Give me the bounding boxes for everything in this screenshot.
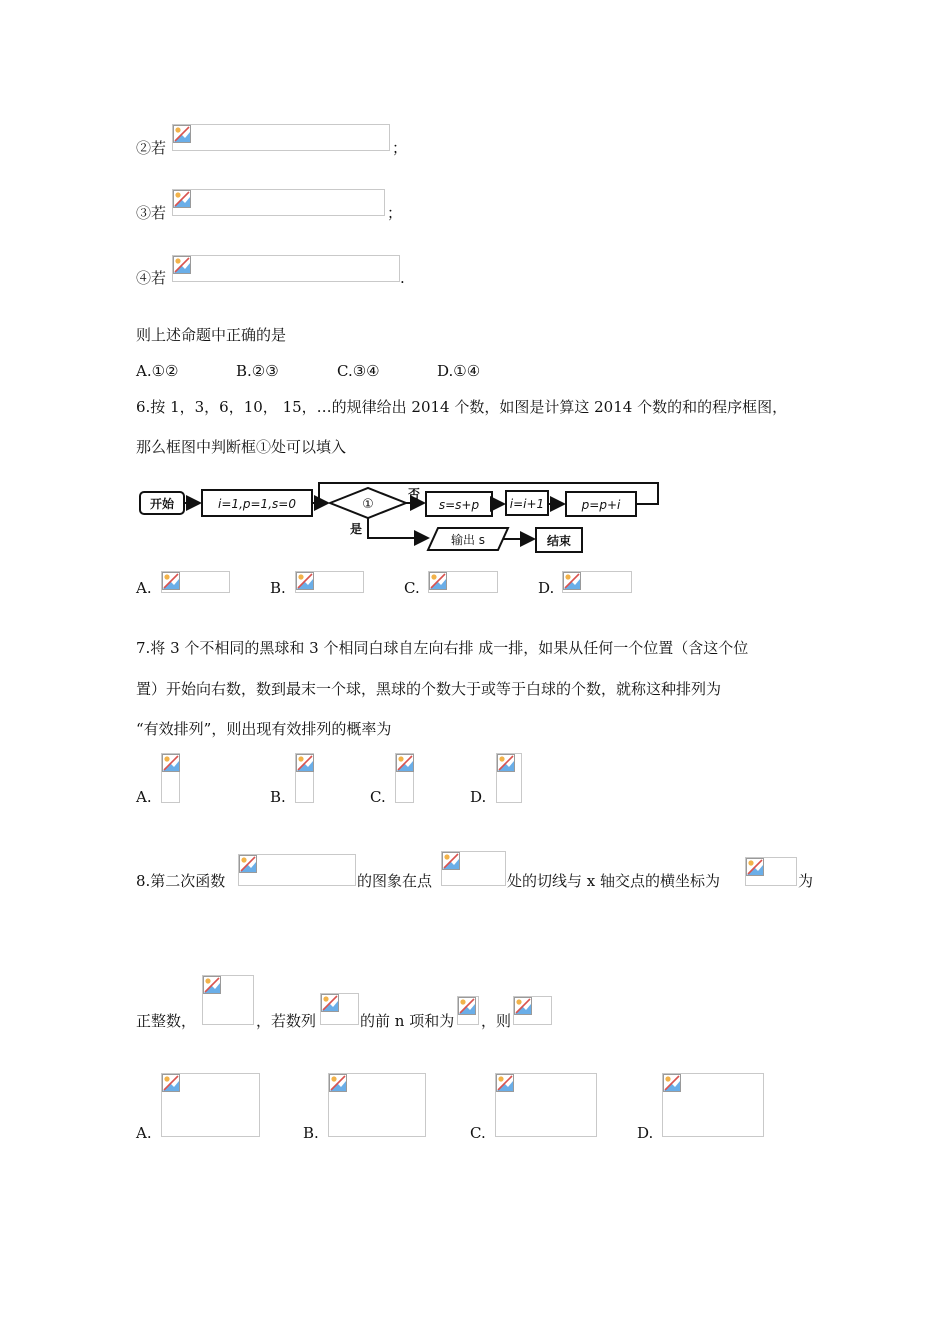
q6-option-d: D. [538, 579, 555, 597]
item-2 [136, 138, 166, 158]
q8-sequence-image [320, 993, 359, 1025]
q8-option-a: A. [136, 1124, 152, 1142]
flowchart [136, 480, 666, 558]
formula-image-item-2 [172, 124, 390, 151]
q8-option-c: C. [470, 1124, 486, 1142]
flow-step1-label: s=s+p [438, 498, 480, 512]
q8-point-image [441, 851, 506, 886]
q7-option-a: A. [136, 788, 152, 806]
item-2-number: ② [136, 139, 152, 157]
q8-text-1: 8.第二次函数 [136, 872, 226, 890]
q8-abscissa-image [745, 857, 797, 886]
q8-function-image [238, 854, 356, 886]
broken-image-icon [663, 1074, 681, 1092]
q6-option-c: C. [404, 579, 420, 597]
broken-image-icon [514, 997, 532, 1015]
broken-image-icon [329, 1074, 347, 1092]
broken-image-icon [173, 190, 191, 208]
flow-output-label: 输出 s [450, 533, 486, 547]
q8-option-d-image [662, 1073, 764, 1137]
q6-line-1: 6.按 1，3，6，10， 15，…的规律给出 2014 个数，如图是计算这 2014 个数的和的程序框图， [136, 398, 788, 416]
q6-line-2: 那么框图中判断框①处可以填入 [136, 438, 347, 456]
q8-sum-image [457, 996, 479, 1025]
q5-option-d: D.①④ [437, 362, 481, 380]
q7-option-c: C. [370, 788, 386, 806]
item-3 [136, 203, 166, 223]
q6-option-a: A. [136, 579, 152, 597]
q7-option-c-image [395, 753, 414, 803]
q8-text-8: ，则 [481, 1012, 512, 1030]
q5-option-b: B.②③ [236, 362, 279, 380]
broken-image-icon [239, 855, 257, 873]
item-2-text: 若 [151, 139, 167, 157]
q8-expression-image [513, 996, 552, 1025]
broken-image-icon [321, 994, 339, 1012]
broken-image-icon [496, 1074, 514, 1092]
q8-option-b-image [328, 1073, 426, 1137]
q7-option-d-image [496, 753, 522, 803]
broken-image-icon [442, 852, 460, 870]
q6-option-d-image [562, 571, 632, 593]
formula-image-item-4 [172, 255, 400, 282]
q8-text-2: 的图象在点 [357, 872, 433, 890]
q7-line-1: 7.将 3 个不相同的黑球和 3 个相同白球自左向右排 成一排，如果从任何一个位置（含这个位 [136, 639, 749, 657]
q8-text-5: 正整数， [136, 1012, 197, 1030]
broken-image-icon [173, 256, 191, 274]
formula-image-item-3 [172, 189, 385, 216]
broken-image-icon [458, 997, 476, 1015]
item-3-text: 若 [151, 204, 167, 222]
q7-option-d: D. [470, 788, 487, 806]
q8-option-d: D. [637, 1124, 654, 1142]
flow-init-label: i=1,p=1,s=0 [218, 497, 296, 511]
item-3-end: ； [387, 204, 403, 222]
q5-option-a: A.①② [136, 362, 179, 380]
q8-text-4: 为 [798, 872, 814, 890]
q5-option-c: C.③④ [337, 362, 380, 380]
q7-option-a-image [161, 753, 180, 803]
q5-prompt: 则上述命题中正确的是 [136, 326, 287, 344]
q8-text-3: 处的切线与 x 轴交点的横坐标为 [507, 872, 720, 890]
broken-image-icon [162, 1074, 180, 1092]
item-3-number: ③ [136, 204, 152, 222]
q7-line-2: 置）开始向右数，数到最末一个球，黑球的个数大于或等于白球的个数，就称这种排列为 [136, 680, 722, 698]
item-2-end: ； [392, 139, 408, 157]
q8-option-a-image [161, 1073, 260, 1137]
broken-image-icon [296, 572, 314, 590]
broken-image-icon [173, 125, 191, 143]
broken-image-icon [162, 572, 180, 590]
item-4-number: ④ [136, 269, 152, 287]
item-4 [136, 268, 166, 288]
broken-image-icon [429, 572, 447, 590]
item-4-text: 若 [151, 269, 167, 287]
q7-line-3: “有效排列”，则出现有效排列的概率为 [136, 720, 392, 738]
q6-option-b: B. [270, 579, 286, 597]
flow-yes-label: 是 [350, 522, 363, 536]
broken-image-icon [162, 754, 180, 772]
broken-image-icon [396, 754, 414, 772]
q7-option-b: B. [270, 788, 286, 806]
q6-option-c-image [428, 571, 498, 593]
flow-no-label: 否 [408, 487, 421, 501]
broken-image-icon [203, 976, 221, 994]
q8-text-6: ，若数列 [256, 1012, 317, 1030]
flow-decision-label: ① [362, 497, 374, 512]
q6-option-b-image [295, 571, 364, 593]
flow-step3-label: p=p+i [581, 498, 621, 512]
flow-end-label: 结束 [546, 534, 572, 548]
flow-start-label: 开始 [149, 497, 175, 511]
broken-image-icon [497, 754, 515, 772]
broken-image-icon [563, 572, 581, 590]
q8-condition-image [202, 975, 254, 1025]
broken-image-icon [746, 858, 764, 876]
q7-option-b-image [295, 753, 314, 803]
broken-image-icon [296, 754, 314, 772]
item-4-end: . [400, 269, 405, 287]
q8-text-7: 的前 n 项和为 [360, 1012, 455, 1030]
q6-option-a-image [161, 571, 230, 593]
q8-option-c-image [495, 1073, 597, 1137]
q8-option-b: B. [303, 1124, 319, 1142]
flow-step2-label: i=i+1 [509, 497, 545, 511]
